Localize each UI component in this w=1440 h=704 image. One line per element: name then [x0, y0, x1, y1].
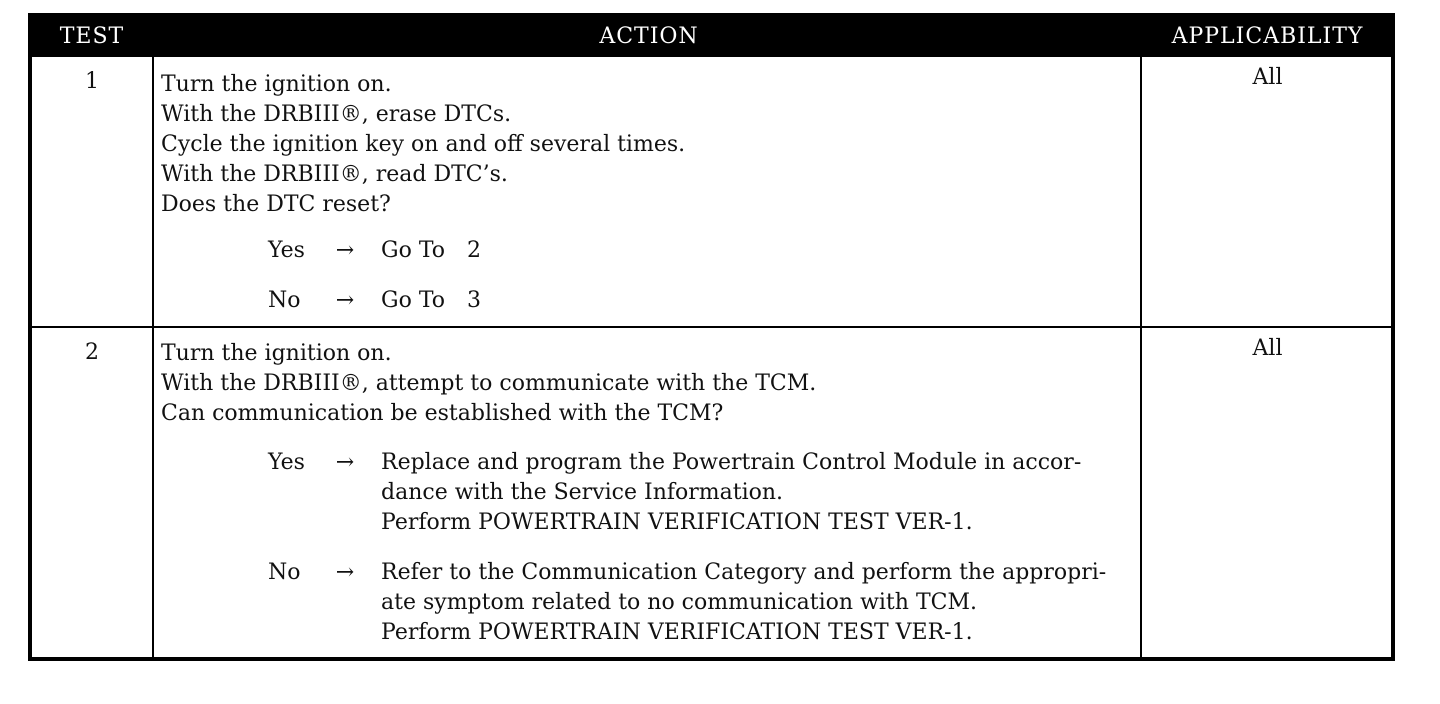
- action-line: Can communication be established with the TCM?: [161, 401, 724, 426]
- goto-number: 2: [467, 238, 482, 263]
- action-line: With the DRBIII®, erase DTCs.: [161, 102, 512, 127]
- instruction-line: ate symptom related to no communication with TCM.: [381, 590, 977, 615]
- action-line: With the DRBIII®, read DTC’s.: [161, 162, 508, 187]
- arrow-right-icon: →: [335, 238, 355, 263]
- row-divider: [32, 326, 1391, 328]
- action-line: Turn the ignition on.: [161, 72, 392, 97]
- action-steps: [161, 339, 1136, 429]
- applicability-value: All: [1252, 336, 1283, 361]
- header-action: ACTION: [599, 24, 699, 49]
- instruction-line: Perform POWERTRAIN VERIFICATION TEST VER-1.: [381, 620, 973, 645]
- response-instructions: [381, 448, 1133, 538]
- action-line: Turn the ignition on.: [161, 341, 392, 366]
- table-header: [32, 17, 1391, 57]
- instruction-line: Perform POWERTRAIN VERIFICATION TEST VER-1.: [381, 510, 973, 535]
- instruction-line: dance with the Service Information.: [381, 480, 784, 505]
- test-number: 2: [85, 340, 99, 365]
- response-answer: No: [268, 560, 301, 585]
- header-test: TEST: [59, 24, 125, 49]
- goto-number: 3: [467, 288, 482, 313]
- action-steps: [161, 70, 1136, 220]
- action-line: Does the DTC reset?: [161, 192, 391, 217]
- header-applicability: APPLICABILITY: [1171, 24, 1364, 49]
- arrow-right-icon: →: [335, 450, 355, 475]
- response-instructions: [381, 558, 1133, 648]
- action-line: Cycle the ignition key on and off several times.: [161, 132, 686, 157]
- goto-reference: [381, 286, 1133, 316]
- applicability-value: All: [1252, 65, 1283, 90]
- column-divider: [1140, 17, 1142, 657]
- diagnostic-test-table: [28, 13, 1395, 661]
- goto-label: Go To: [381, 288, 446, 313]
- goto-label: Go To: [381, 238, 446, 263]
- instruction-line: Refer to the Communication Category and perform the appropri-: [381, 560, 1107, 585]
- response-answer: Yes: [268, 450, 305, 475]
- goto-reference: [381, 236, 1133, 266]
- action-line: With the DRBIII®, attempt to communicate with the TCM.: [161, 371, 817, 396]
- column-divider: [152, 17, 154, 657]
- response-answer: No: [268, 288, 301, 313]
- instruction-line: Replace and program the Powertrain Control Module in accor-: [381, 450, 1082, 475]
- test-number: 1: [85, 69, 99, 94]
- arrow-right-icon: →: [335, 288, 355, 313]
- response-answer: Yes: [268, 238, 305, 263]
- arrow-right-icon: →: [335, 560, 355, 585]
